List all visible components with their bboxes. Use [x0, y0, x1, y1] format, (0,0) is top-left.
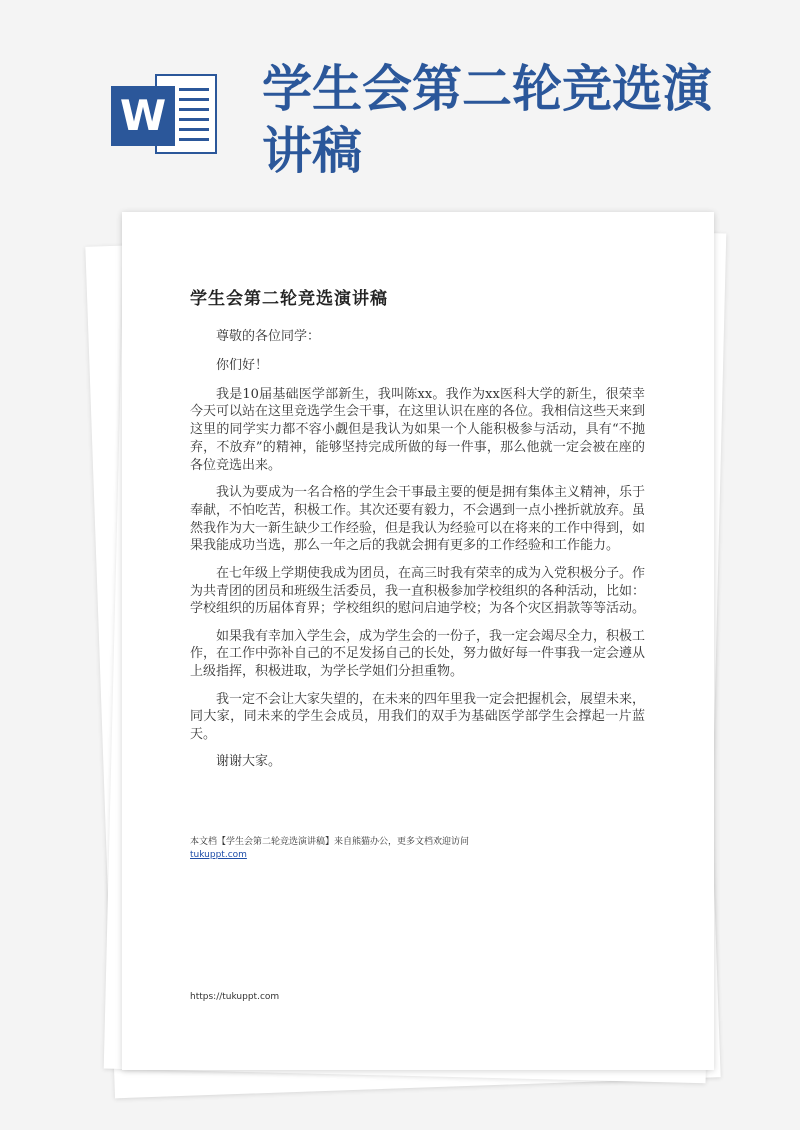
paragraph-closing: 谢谢大家。 — [216, 754, 282, 770]
paragraph: 我认为要成为一名合格的学生会干事最主要的便是拥有集体主义精神，乐于奉献，不怕吃苦，积极工作。其次还要有毅力，不会遇到一点小挫折就放弃。虽然我作为大一新生缺少工作经验，但是我认为经验可以在将来的工作中得到，如果我能成功当选，那么一年之后的我就会拥有更多的工作经验和工作能力。 — [190, 485, 646, 554]
word-badge: W — [111, 86, 175, 146]
paragraph: 我是10届基础医学部新生，我叫陈xx。我作为xx医科大学的新生，很荣幸今天可以站在这里竞选学生会干事，在这里认识在座的各位。我相信这些天来到这里的同学实力都不容小觑但是我认为如果一个人能积极参与活动，具有“不抛弃，不放弃”的精神，能够坚持完成所做的每一件事，那么他就一定会被在座的各位竞选出来。 — [190, 386, 646, 473]
source-note-text: 本文档【学生会第二轮竞选演讲稿】来自熊猫办公，更多文档欢迎访问 — [190, 837, 470, 847]
document-heading: 学生会第二轮竞选演讲稿 — [262, 60, 712, 180]
paragraph-salutation: 尊敬的各位同学： — [216, 329, 321, 344]
page-title: 学生会第二轮竞选演讲稿 — [190, 289, 388, 309]
paragraph-greeting: 你们好！ — [216, 357, 269, 373]
source-note — [190, 836, 645, 862]
document-body — [190, 328, 645, 782]
paragraph: 我一定不会让大家失望的，在未来的四年里我一定会把握机会，展望未来，同大家，同未来的学生会成员，用我们的双手为基础医学部学生会撑起一片蓝天。 — [190, 691, 646, 743]
paragraph: 在七年级上学期使我成为团员，在高三时我有荣幸的成为入党积极分子。作为共青团的团员和班级生活委员，我一直积极参加学校组织的各种活动，比如：学校组织的历届体育界；学校组织的慰问启迪学校；为各个灾区捐款等等活动。 — [190, 565, 646, 617]
page-url: https://tukuppt.com — [190, 992, 280, 1002]
source-link[interactable]: tukuppt.com — [190, 850, 247, 860]
paragraph: 如果我有幸加入学生会，成为学生会的一份子，我一定会竭尽全力，积极工作，在工作中弥补自己的不足发扬自己的长处，努力做好每一件事我一定会遵从上级指挥，积极进取，为学长学姐们分担重物。 — [190, 628, 646, 680]
word-icon — [111, 70, 219, 158]
